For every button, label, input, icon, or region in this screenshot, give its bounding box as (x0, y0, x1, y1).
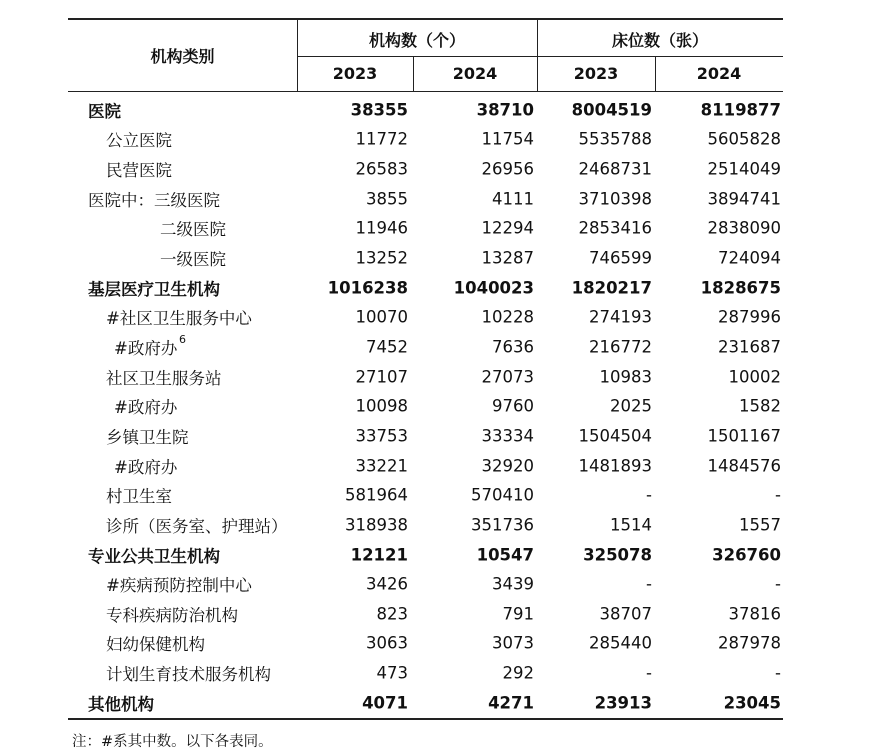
category-header: 机构类别 (150, 47, 215, 66)
value-cell: 1504504 (578, 426, 652, 446)
table-top-rule (68, 18, 783, 20)
value-cell: 3855 (366, 189, 408, 209)
value-cell: 33221 (355, 456, 408, 476)
value-cell: 724094 (718, 248, 781, 268)
value-cell: 4071 (362, 693, 408, 713)
value-cell: 274193 (589, 307, 652, 327)
institutions-header: 机构数（个） (368, 31, 465, 50)
value-cell: 5605828 (707, 129, 781, 149)
table-bottom-rule (68, 718, 783, 720)
row-label: 村卫生室 (106, 487, 172, 507)
value-cell: 12121 (350, 545, 408, 564)
value-cell: 326760 (712, 545, 781, 564)
table-row (68, 303, 783, 333)
value-cell: 38710 (476, 100, 534, 120)
table-row (68, 629, 783, 659)
value-cell: 325078 (583, 545, 652, 564)
value-cell: 10002 (728, 367, 781, 387)
value-cell: 216772 (589, 337, 652, 357)
value-cell: - (646, 663, 652, 683)
table-row (68, 362, 783, 392)
value-cell: 3073 (492, 633, 534, 653)
value-cell: 4111 (492, 189, 534, 209)
value-cell: 23913 (594, 693, 652, 713)
table-row (68, 688, 783, 718)
value-cell: 27073 (481, 367, 534, 387)
value-cell: 318938 (345, 515, 408, 535)
table-row (68, 273, 783, 303)
value-cell: 1040023 (453, 278, 534, 298)
value-cell: 1557 (739, 515, 781, 535)
value-cell: 10070 (355, 307, 408, 327)
table-row (68, 480, 783, 510)
table-row (68, 184, 783, 214)
row-label: 二级医院 (160, 220, 226, 240)
table-row (68, 332, 783, 362)
footnote-marker: 6 (179, 333, 186, 347)
value-cell: 10098 (355, 396, 408, 416)
value-cell: 10983 (599, 367, 652, 387)
table-row (68, 658, 783, 688)
row-label: 社区卫生服务站 (106, 368, 222, 388)
table-row (68, 599, 783, 629)
value-cell: 791 (502, 604, 534, 624)
value-cell: 32920 (481, 456, 534, 476)
value-cell: 12294 (481, 218, 534, 238)
year-header: 2023 (573, 64, 619, 83)
table-row (68, 243, 783, 273)
value-cell: 38707 (599, 604, 652, 624)
value-cell: 33334 (481, 426, 534, 446)
value-cell: 1514 (610, 515, 652, 535)
value-cell: 570410 (471, 485, 534, 505)
value-cell: - (646, 574, 652, 594)
value-cell: 287996 (718, 307, 781, 327)
value-cell: 5535788 (578, 129, 652, 149)
value-cell: 27107 (355, 367, 408, 387)
value-cell: 2853416 (578, 218, 652, 238)
table-row (68, 154, 783, 184)
year-header: 2024 (696, 64, 742, 83)
value-cell: - (646, 485, 652, 505)
value-cell: 7452 (366, 337, 408, 357)
value-cell: 287978 (718, 633, 781, 653)
value-cell: 23045 (723, 693, 781, 713)
value-cell: 13287 (481, 248, 534, 268)
value-cell: 2514049 (707, 159, 781, 179)
row-label: 专业公共卫生机构 (88, 546, 220, 566)
row-label: 基层医疗卫生机构 (88, 279, 220, 299)
table-row (68, 392, 783, 422)
value-cell: 8004519 (571, 100, 652, 120)
header-bottom-rule (68, 91, 783, 92)
row-label: 医院 (88, 101, 121, 121)
value-cell: - (775, 574, 781, 594)
value-cell: 10547 (476, 545, 534, 564)
header-mid-rule (297, 56, 783, 57)
value-cell: 1828675 (700, 278, 781, 298)
table-row (68, 214, 783, 244)
table-row (68, 95, 783, 125)
row-label: 其他机构 (88, 694, 154, 714)
value-cell: 351736 (471, 515, 534, 535)
row-label: 专科疾病防治机构 (106, 605, 238, 625)
row-label: #疾病预防控制中心 (106, 576, 252, 596)
year-header: 2023 (332, 64, 378, 83)
table-row (68, 421, 783, 451)
table-row (68, 540, 783, 570)
value-cell: 11772 (355, 129, 408, 149)
table-row (68, 125, 783, 155)
value-cell: 10228 (481, 307, 534, 327)
value-cell: 3439 (492, 574, 534, 594)
value-cell: 581964 (345, 485, 408, 505)
row-label: #政府办 (114, 398, 178, 418)
row-label: 公立医院 (106, 131, 172, 151)
value-cell: 26956 (481, 159, 534, 179)
value-cell: 3063 (366, 633, 408, 653)
value-cell: 1481893 (578, 456, 652, 476)
value-cell: 2025 (610, 396, 652, 416)
value-cell: 26583 (355, 159, 408, 179)
value-cell: 7636 (492, 337, 534, 357)
row-label: #社区卫生服务中心 (106, 309, 252, 329)
value-cell: 11754 (481, 129, 534, 149)
table-row (68, 451, 783, 481)
value-cell: 3894741 (707, 189, 781, 209)
value-cell: 2838090 (707, 218, 781, 238)
value-cell: - (775, 663, 781, 683)
value-cell: 1820217 (571, 278, 652, 298)
value-cell: 13252 (355, 248, 408, 268)
row-label: 一级医院 (160, 250, 226, 269)
value-cell: 3426 (366, 574, 408, 594)
value-cell: 1501167 (707, 426, 781, 446)
value-cell: 8119877 (700, 100, 781, 120)
value-cell: 38355 (350, 100, 408, 120)
year-header: 2024 (452, 64, 498, 83)
value-cell: 3710398 (578, 189, 652, 209)
value-cell: 1016238 (327, 278, 408, 298)
value-cell: 33753 (355, 426, 408, 446)
value-cell: - (775, 485, 781, 505)
value-cell: 473 (376, 663, 408, 683)
value-cell: 1484576 (707, 456, 781, 476)
row-label: 妇幼保健机构 (106, 635, 205, 655)
value-cell: 231687 (718, 337, 781, 357)
row-label: 乡镇卫生院 (106, 427, 189, 447)
value-cell: 11946 (355, 218, 408, 238)
row-label: #政府办 (114, 338, 178, 358)
beds-header: 床位数（张） (611, 31, 708, 50)
value-cell: 746599 (589, 248, 652, 268)
row-label: #政府办 (114, 457, 178, 477)
footnote: 注：#系其中数。以下各表同。 (72, 734, 273, 750)
row-label: 诊所（医务室、护理站） (106, 516, 288, 536)
value-cell: 292 (502, 663, 534, 683)
value-cell: 823 (376, 604, 408, 624)
table-row (68, 569, 783, 599)
value-cell: 2468731 (578, 159, 652, 179)
row-label: 医院中：三级医院 (88, 190, 220, 210)
row-label: 民营医院 (106, 161, 172, 181)
row-label: 计划生育技术服务机构 (106, 665, 271, 685)
value-cell: 285440 (589, 633, 652, 653)
table-row (68, 510, 783, 540)
value-cell: 4271 (488, 693, 534, 713)
value-cell: 1582 (739, 396, 781, 416)
value-cell: 9760 (492, 396, 534, 416)
value-cell: 37816 (728, 604, 781, 624)
